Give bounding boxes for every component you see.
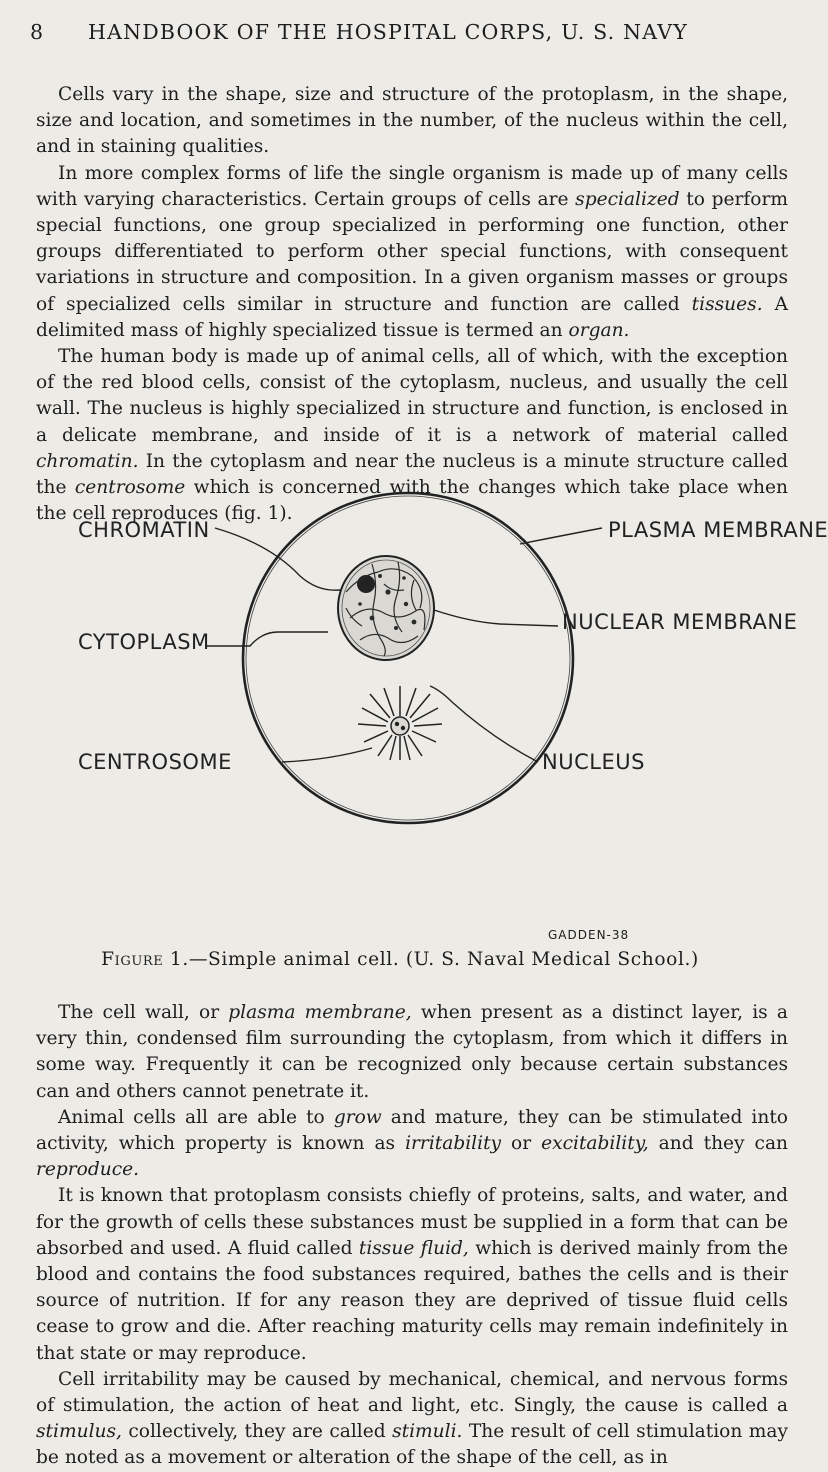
term-specialized: specialized <box>575 188 680 210</box>
label-plasma-membrane: PLASMA MEMBRANE <box>608 518 828 542</box>
term-tissues: tissues. <box>691 293 763 315</box>
term-stimuli: stimuli. <box>392 1421 463 1443</box>
paragraph-tissue-fluid: It is known that protoplasm consists chiefly of proteins, salts, and water, and for the growth of cells these substances must be supplied in a form that can be absorbed and used. A fluid called tissue fluid, which is derived mainly from the blood and contains the food substances required, bathes the cells and is their source of nutrition. If for any reason they are deprived of tissue fluid cells cease to grow and die. After reaching maturity cells may remain indefinitely in that state or may reproduce. <box>36 1185 788 1364</box>
caption-label: Figure 1. <box>101 949 189 970</box>
artist-credit: GADDEN-38 <box>548 928 630 942</box>
label-centrosome: CENTROSOME <box>78 750 232 774</box>
term-reproduce: reproduce. <box>36 1159 140 1181</box>
plasma-membrane-drawing <box>243 493 573 823</box>
label-nuclear-membrane: NUCLEAR MEMBRANE <box>562 610 798 634</box>
nucleus-drawing <box>338 556 434 660</box>
label-cytoplasm: CYTOPLASM <box>78 630 210 654</box>
term-plasma-membrane: plasma membrane, <box>228 1002 412 1023</box>
text-block-bottom <box>36 1000 788 1472</box>
figure-caption <box>0 949 800 970</box>
label-chromatin: CHROMATIN <box>78 518 210 542</box>
paragraph-human-body-cells: The human body is made up of animal cells, all of which, with the exception of the red blood cells, consist of the cytoplasm, nucleus, and usually the cell wall. The nucleus is highly specialized in structure and function, is enclosed in a delicate membrane, and inside of it is a network of material called chromatin. In the cytoplasm and near the nucleus is a minute structure called the centrosome which is concerned with the changes which take place when the cell reproduces (fig. 1). <box>36 346 788 525</box>
paragraph-cell-properties: Animal cells all are able to grow and mature, they can be stimulated into activity, which property is known as irritability or excitability, and they can reproduce. <box>36 1106 789 1181</box>
term-chromatin: chromatin. <box>36 450 139 472</box>
term-stimulus: stimulus, <box>36 1421 122 1443</box>
figure-simple-animal-cell <box>0 480 828 950</box>
term-organ: organ. <box>568 319 630 341</box>
caption-text: —Simple animal cell. (U. S. Naval Medical School.) <box>188 949 699 970</box>
term-irritability: irritability <box>405 1133 502 1155</box>
running-title: HANDBOOK OF THE HOSPITAL CORPS, U. S. NAVY <box>88 20 688 44</box>
running-header <box>30 20 790 44</box>
paragraph-specialization: In more complex forms of life the single organism is made up of many cells with varying characteristics. Certain groups of cells are specialized to perform special functions, one group specialized in performing one function, other groups differentiated to perform other special functions, with consequent variations in structure and composition. In a given organism masses or groups of specialized cells similar in structure and function are called tissues. A delimited mass of highly specialized tissue is termed an organ. <box>36 162 789 341</box>
term-excitability: excitability, <box>541 1133 649 1155</box>
paragraph-cell-variation: Cells vary in the shape, size and structure of the protoplasm, in the shape, size and location, and sometimes in the number, of the nucleus within the cell, and in staining qualities. <box>36 84 788 158</box>
page-number: 8 <box>30 20 45 44</box>
term-tissue-fluid: tissue fluid, <box>358 1237 469 1259</box>
term-grow: grow <box>333 1106 382 1128</box>
nucleolus-drawing <box>357 575 375 593</box>
term-centrosome: centrosome <box>74 477 186 499</box>
label-nucleus: NUCLEUS <box>542 750 645 774</box>
cell-diagram <box>0 480 800 950</box>
paragraph-irritability: Cell irritability may be caused by mechanical, chemical, and nervous forms of stimulation, the action of heat and light, etc. Singly, the cause is called a stimulus, collectively, they are called stimuli. The result of cell stimulation may be noted as a movement or alteration of the shape of the cell, as in <box>36 1368 788 1469</box>
paragraph-cell-wall: The cell wall, or plasma membrane, when present as a distinct layer, is a very thin, condensed film surrounding the cytoplasm, from which it differs in some way. Frequently it can be recognized only because certain substances can and others cannot penetrate it. <box>36 1002 788 1102</box>
text-block-top <box>36 82 788 527</box>
